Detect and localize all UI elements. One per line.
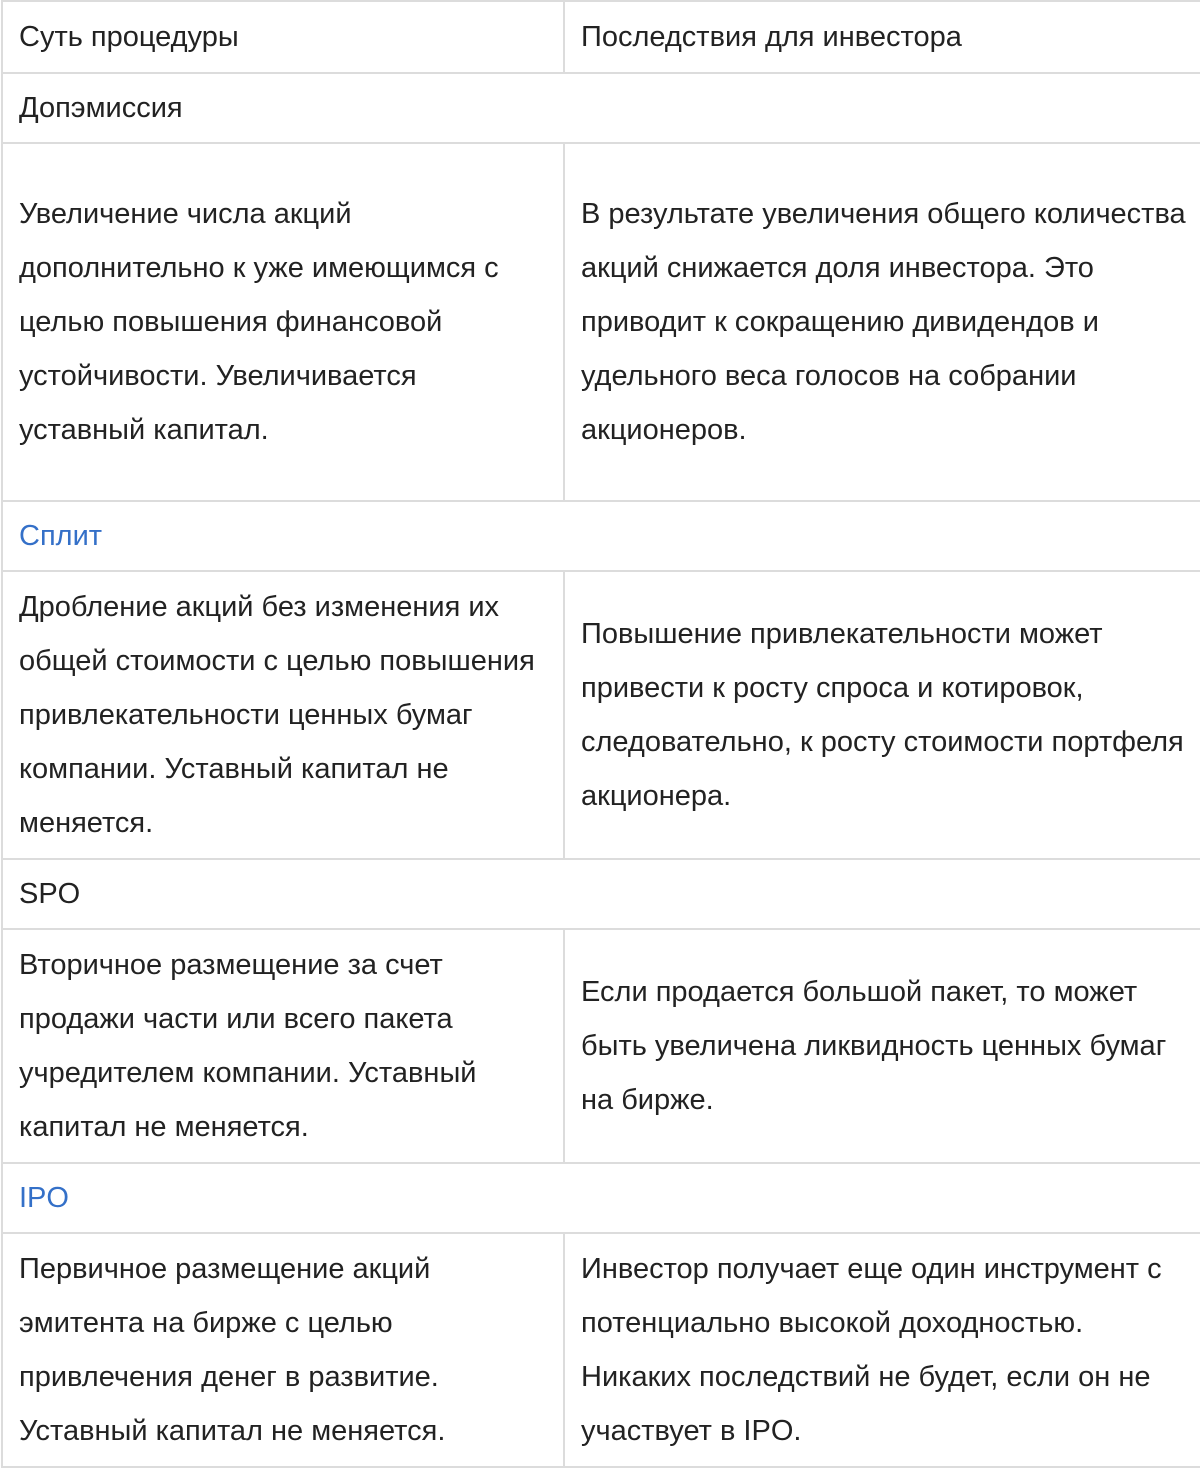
section-row-dopemissiya [2,73,1200,143]
consequences-cell: Если продается большой пакет, то может быть увеличена ликвидность ценных бумаг на бирже. [564,929,1200,1163]
essence-cell: Вторичное размещение за счет продажи части или всего пакета учредителем компании. Уставный капитал не меняется. [2,929,564,1163]
header-essence: Суть процедуры [2,1,564,73]
consequences-cell: В результате увеличения общего количества акций снижается доля инвестора. Это приводит к сокращению дивидендов и удельного веса голосов на собрании акционеров. [564,143,1200,501]
essence-cell: Увеличение числа акций дополнительно к уже имеющимся с целью повышения финансовой устойчивости. Увеличивается уставный капитал. [2,143,564,501]
consequences-cell: Инвестор получает еще один инструмент с потенциально высокой доходностью. Никаких последствий не будет, если он не участвует в IPO. [564,1233,1200,1467]
section-title: SPO [2,859,1200,929]
section-title: Допэмиссия [2,73,1200,143]
section-row-ipo [2,1163,1200,1233]
header-consequences: Последствия для инвестора [564,1,1200,73]
table-row [2,1233,1200,1467]
section-row-spo [2,859,1200,929]
essence-cell: Первичное размещение акций эмитента на бирже с целью привлечения денег в развитие. Уставный капитал не меняется. [2,1233,564,1467]
procedures-table [1,0,1200,1468]
table-row [2,571,1200,859]
section-link-split[interactable]: Сплит [19,520,103,552]
section-row-split [2,501,1200,571]
consequences-cell: Повышение привлекательности может привести к росту спроса и котировок, следовательно, к росту стоимости портфеля акционера. [564,571,1200,859]
table-row [2,929,1200,1163]
essence-cell: Дробление акций без изменения их общей стоимости с целью повышения привлекательности ценных бумаг компании. Уставный капитал не меняется. [2,571,564,859]
section-link-ipo[interactable]: IPO [19,1182,69,1214]
table-header-row [2,1,1200,73]
table-row [2,143,1200,501]
